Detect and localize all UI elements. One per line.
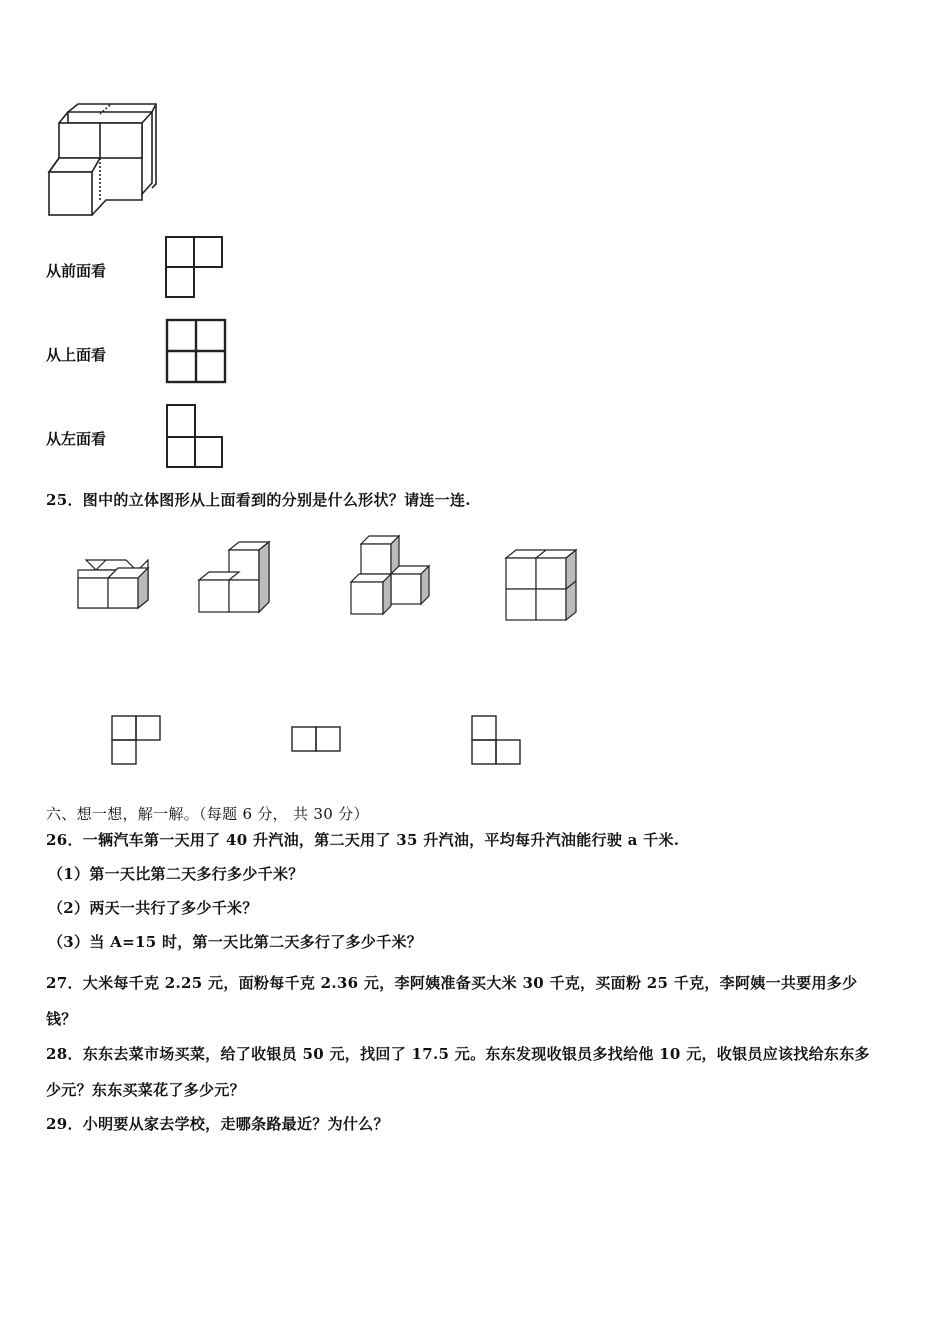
view-label-top: 从上面看 <box>46 346 107 364</box>
top-view-shape <box>165 318 227 384</box>
q25-option-b <box>291 726 343 754</box>
q25-solid-3 <box>349 534 435 618</box>
q29-question: 29．小明要从家去学校，走哪条路最近？为什么？ <box>46 1115 389 1133</box>
q27-line-1: 27．大米每千克 2.25 元，面粉每千克 2.36 元，李阿姨准备买大米 30 千克，买面粉 25 千克，李阿姨一共要用多少 <box>46 974 858 992</box>
q26-sub-1: （1）第一天比第二天多行多少千米？ <box>48 865 304 883</box>
q26-sub-3: （3）当 A=15 时，第一天比第二天多行了多少千米？ <box>48 933 423 951</box>
q25-solid-2 <box>197 540 273 614</box>
view-label-left: 从左面看 <box>46 430 107 448</box>
q26-question: 26．一辆汽车第一天用了 40 升汽油，第二天用了 35 升汽油，平均每升汽油能行驶 a 千米. <box>46 831 680 849</box>
view-label-front: 从前面看 <box>46 262 107 280</box>
left-view-shape <box>165 403 225 469</box>
q25-solid-4 <box>504 548 580 624</box>
q27-line-2: 钱？ <box>46 1010 77 1028</box>
q24-solid-figure <box>44 100 159 220</box>
front-view-shape <box>164 235 224 299</box>
q25-solid-1 <box>76 556 152 612</box>
q25-option-a <box>111 715 163 767</box>
section6-title: 六、想一想，解一解。（每题 6 分， 共 30 分） <box>46 805 369 823</box>
q26-sub-2: （2）两天一共行了多少千米？ <box>48 899 258 917</box>
q25-option-c <box>471 715 523 767</box>
q25-question: 25．图中的立体图形从上面看到的分别是什么形状？请连一连. <box>46 491 471 509</box>
q28-line-2: 少元？东东买菜花了多少元？ <box>46 1081 245 1099</box>
q28-line-1: 28．东东去菜市场买菜，给了收银员 50 元，找回了 17.5 元。东东发现收银员多找给他 10 元，收银员应该找给东东多 <box>46 1045 870 1063</box>
